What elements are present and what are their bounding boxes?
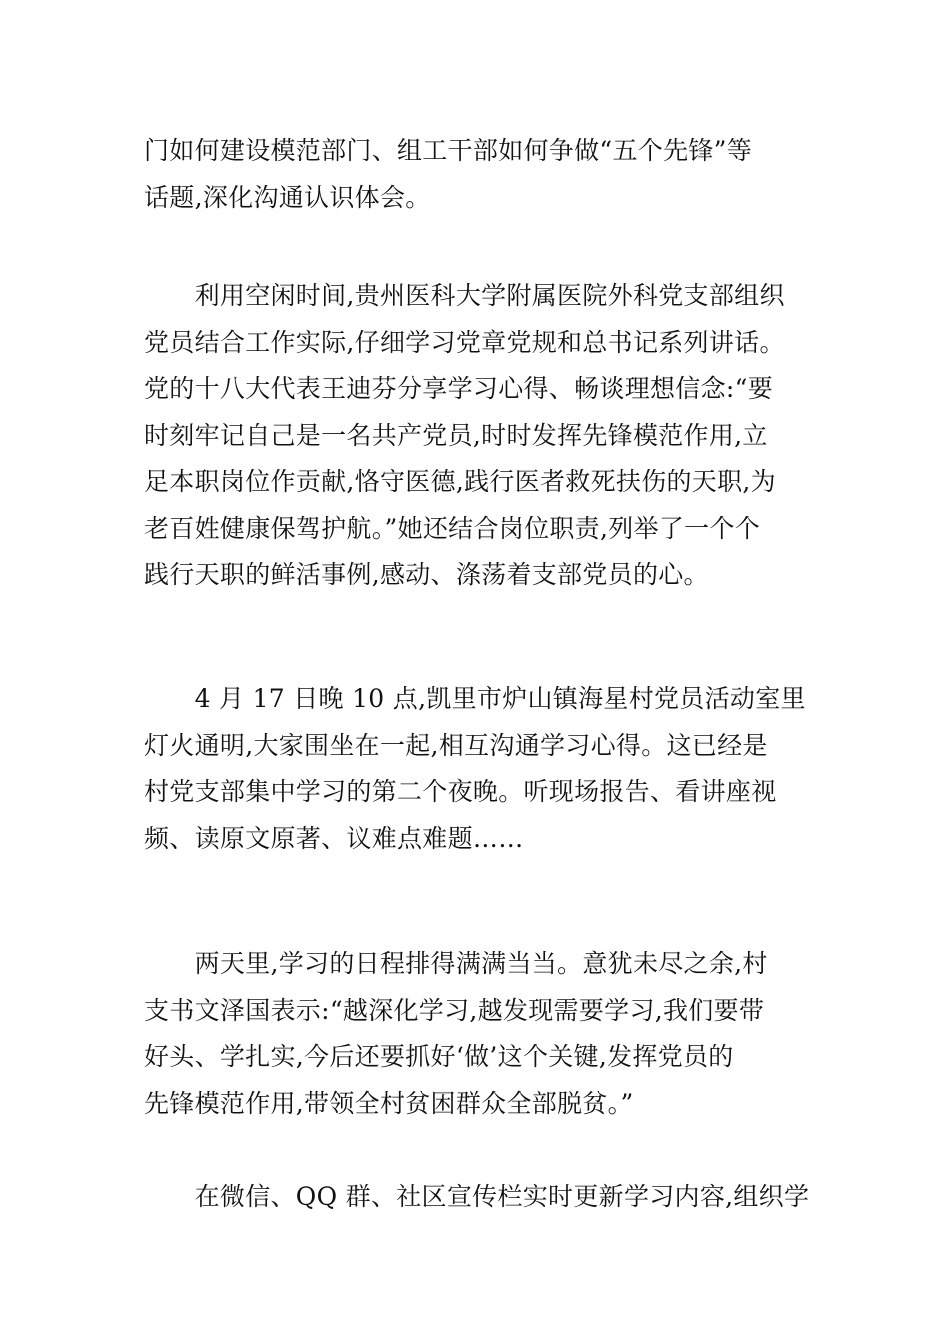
paragraph-1: 门如何建设模范部门、组工干部如何争做“五个先锋”等 话题,深化沟通认识体会。 (144, 136, 753, 212)
paragraph-3: 4 月 17 日晚 10 点,凯里市炉山镇海星村党员活动室里 灯火通明,大家围坐在一起,相互沟通学习心得。这已经是 村党支部集中学习的第二个夜晚。听现场报告、看讲座视 频、读原文原著、议难点难题…… (144, 684, 806, 853)
paragraph-5: 在微信、QQ 群、社区宣传栏实时更新学习内容,组织学 (144, 1182, 810, 1211)
paragraph-4: 两天里,学习的日程排得满满当当。意犹未尽之余,村 支书文泽国表示:“越深化学习,越发现需要学习,我们要带 好头、学扎实,今后还要抓好‘做’这个关键,发挥党员的 先锋模范作用,带领全村贫困群众全部脱贫。” (144, 949, 768, 1118)
paragraph-2: 利用空闲时间,贵州医科大学附属医院外科党支部组织 党员结合工作实际,仔细学习党章党规和总书记系列讲话。 党的十八大代表王迪芬分享学习心得、畅谈理想信念:“要 时刻牢记自己是一名共产党员,时时发挥先锋模范作用,立 足本职岗位作贡献,恪守医德,践行医者救死扶伤的天职,为 老百姓健康保驾护航。”她还结合岗位职责,列举了一个个 践行天职的鲜活事例,感动、涤荡着支部党员的心。 (144, 281, 785, 589)
